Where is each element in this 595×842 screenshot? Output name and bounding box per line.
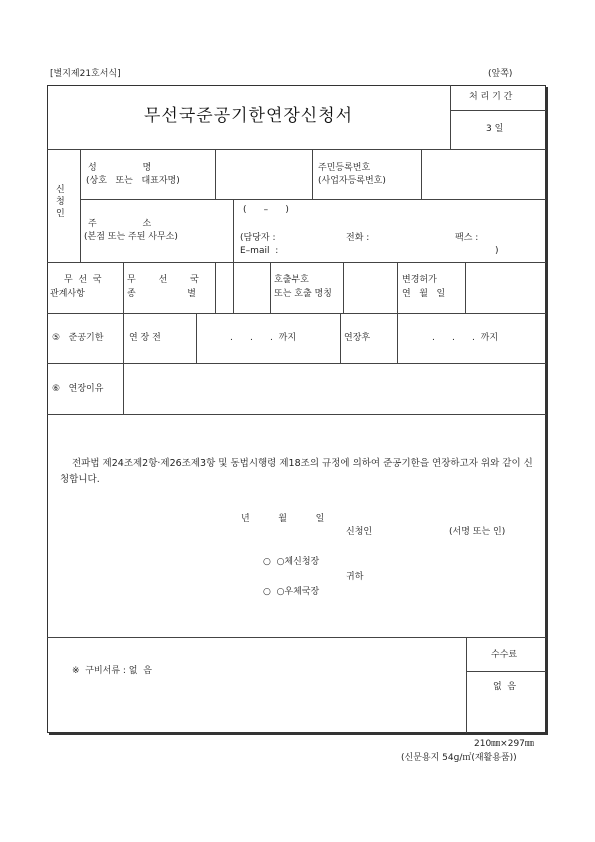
fee-value: 없 음 [493,682,517,692]
grid-line [123,313,124,414]
page-side: (앞쪽) [488,69,513,79]
grid-line [196,313,197,363]
closing-paren: ) [495,246,499,256]
grid-line [215,262,216,313]
postal-code-field: ( – ) [243,205,289,215]
station-kind-label-sub: 종 별 [127,289,196,299]
phone-label: 전화 : [346,233,370,243]
change-permit-label: 변경허가 [402,275,437,285]
before-extension-value: . . . 까지 [230,333,297,343]
grid-line [47,262,546,263]
fee-label: 수수료 [491,650,518,660]
processing-period-label: 처 리 기 간 [469,92,513,102]
before-extension-label: 연 장 전 [129,333,161,343]
paper-size: 210㎜×297㎜ [474,739,534,749]
recipient-office: ○ ○체신청장 [263,557,320,567]
grid-line [47,363,546,364]
grid-line [421,149,422,199]
address-label: 주 소 [88,219,152,229]
grid-line [397,313,398,363]
required-documents: ※ 구비서류 : 없 음 [72,666,152,676]
grid-line [450,85,451,149]
grid-line [47,414,546,415]
honorific: 귀하 [346,572,364,582]
name-label: 성 명 [88,163,152,173]
recipient-post-office: ○ ○우체국장 [263,587,320,597]
call-sign-label: 호출부호 [274,275,309,285]
grid-line [450,110,546,111]
call-sign-label-sub: 또는 호출 명칭 [274,289,332,299]
grid-line [340,313,341,363]
applicant-signature-label: 신청인 [346,527,373,537]
station-relation-label-sub: 관계사항 [50,289,85,299]
date-line: 년 월 일 [241,514,325,524]
grid-line [123,262,124,313]
grid-line [47,637,546,638]
grid-line [47,313,546,314]
grid-line [465,262,466,313]
signature-placeholder: (서명 또는 인) [449,527,506,537]
station-relation-label: 무 선 국 [64,275,102,285]
address-label-sub: (본점 또는 주된 사무소) [84,232,178,242]
applicant-section-label: 신 청 인 [56,185,65,220]
paper-spec: (신문용지 54g/㎡(재활용품)) [401,753,517,763]
grid-line [47,149,546,150]
id-number-label-sub: (사업자등록번호) [318,176,386,186]
grid-line [215,149,216,199]
fax-label: 팩스 : [455,233,479,243]
email-label: E–mail : [240,246,279,256]
name-label-sub: (상호 또는 대표자명) [86,176,180,186]
completion-deadline-label: ⑤ 준공기한 [52,333,104,343]
change-permit-label-sub: 연 월 일 [402,289,446,299]
grid-line [233,262,234,313]
id-number-label: 주민등록번호 [318,163,371,173]
grid-line [466,637,467,733]
grid-line [343,262,344,313]
contact-person-label: (담당자 : [240,233,276,243]
grid-line [397,262,398,313]
application-statement: 전파법 제24조제2항·제26조제3항 및 동법시행령 제18조의 규정에 의하여 준공기한을 연장하고자 위와 같이 신청합니다. [60,458,533,485]
grid-line [312,149,313,199]
grid-line [80,199,546,200]
grid-line [80,149,81,262]
form-title: 무선국준공기한연장신청서 [144,106,354,126]
extension-reason-label: ⑥ 연장이유 [52,384,104,394]
after-extension-label: 연장후 [344,333,371,343]
grid-line [466,671,546,672]
form-reference: [별지제21호서식] [50,69,121,79]
grid-line [270,262,271,313]
station-kind-label: 무 선 국 [127,275,199,285]
after-extension-value: . . . 까지 [432,333,499,343]
grid-line [233,199,234,262]
processing-period-value: 3 일 [486,124,504,134]
